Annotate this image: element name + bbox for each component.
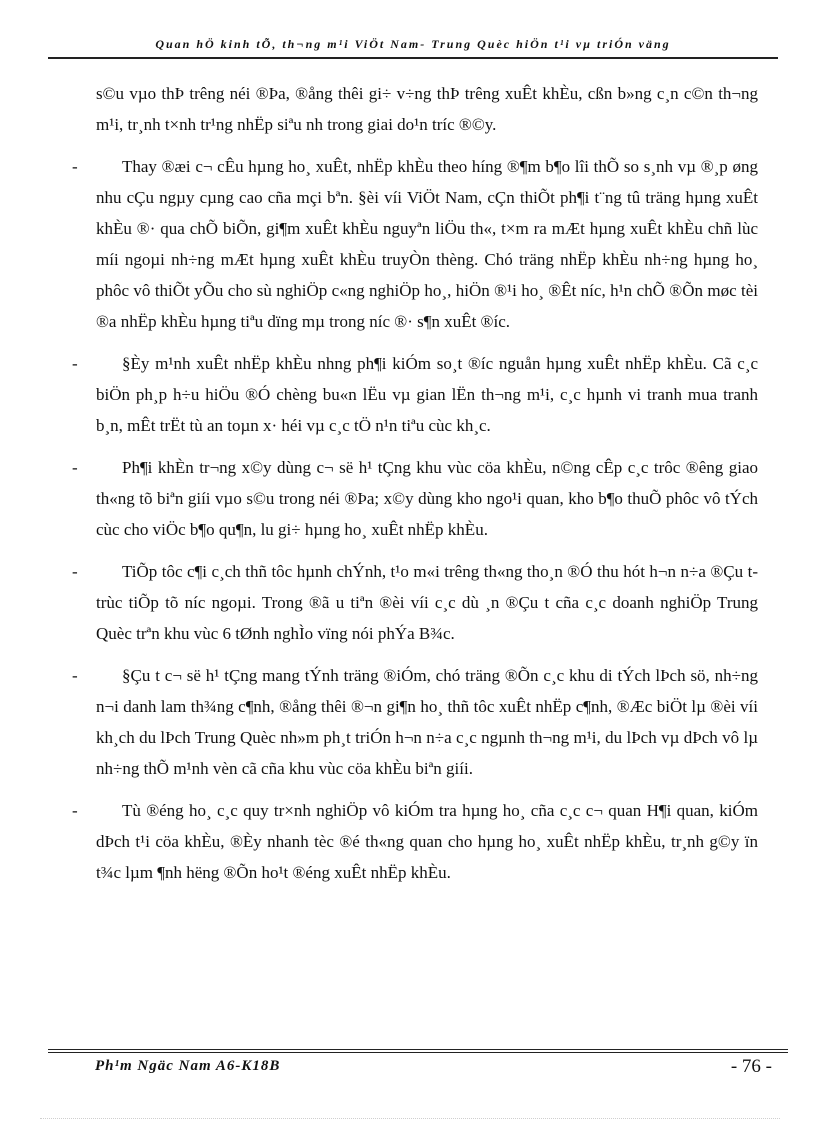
footer-author: Ph¹m Ngäc Nam A6-K18B	[95, 1058, 281, 1074]
bullet-text: §Çu t c¬ së h¹ tÇng mang tÝnh träng ®iÓm, chó träng ®Õn c¸c khu di tÝch lÞch sö, nh÷ng n¬i danh lam th¾ng c¶nh, ®ång thêi ®¬n gi¶n ho¸ thñ tôc xuÊt nhËp c¶nh, ®Æc biÖt lµ ®èi víi kh¸ch du lÞch Trung Quèc nh»m ph¸t triÓn h¬n n÷a c¸c ngµnh th¬ng m¹i, du lÞch vµ dÞch vô lµ nh÷ng thÕ m¹nh vèn cã cña khu vùc cöa khÈu biªn giíi.	[96, 666, 758, 778]
bullet-text: Tù ®éng ho¸ c¸c quy tr×nh nghiÖp vô kiÓm tra hµng ho¸ cña c¸c c¬ quan H¶i quan, kiÓm dÞch t¹i cöa khÈu, ®Èy nhanh tèc ®é th«ng quan cho hµng ho¸ xuÊt nhËp khÈu, tr¸nh g©y ïn t¾c lµm ¶nh hëng ®Õn ho¹t ®éng xuÊt nhËp khÈu.	[96, 801, 758, 882]
bullet-item-6	[48, 795, 758, 888]
bullet-text: Ph¶i khÈn tr¬ng x©y dùng c¬ së h¹ tÇng khu vùc cöa khÈu, n©ng cÊp c¸c trôc ®êng giao th«ng tõ biªn giíi vµo s©u trong néi ®Þa; x©y dùng kho ngo¹i quan, kho b¶o thuÕ phôc vô tÝch cùc cho viÖc b¶o qu¶n, lu gi÷ hµng ho¸ xuÊt nhËp khÈu.	[96, 458, 758, 539]
intro-paragraph: s©u vµo thÞ trêng néi ®Þa, ®ång thêi gi÷ v÷ng thÞ trêng xuÊt khÈu, cßn b»ng c¸n c©n th¬ng m¹i, tr¸nh t×nh tr¹ng nhËp siªu nh trong giai do¹n tríc ®©y.	[96, 84, 758, 134]
bullet-item-2	[48, 348, 758, 441]
bullet-item-4	[48, 556, 758, 649]
footer-rule	[48, 1049, 788, 1050]
bullet-item-3	[48, 452, 758, 545]
bullet-marker: -	[72, 458, 78, 477]
bullet-item-5	[48, 660, 758, 784]
bullet-marker: -	[72, 801, 78, 820]
bullet-text: Thay ®æi c¬ cÊu hµng ho¸ xuÊt, nhËp khÈu theo híng ®¶m b¶o lîi thÕ so s¸nh vµ ®¸p øng nhu cÇu ngµy cµng cao cña mçi bªn. §èi víi ViÖt Nam, cÇn thiÕt ph¶i t¨ng tû träng hµng xuÊt khÈu ®· qua chÕ biÕn, gi¶m xuÊt khÈu nguyªn liÖu th«, t×m ra mÆt hµng xuÊt khÈu chñ lùc míi ngoµi nh÷ng mÆt hµng xuÊt khÈu truyÒn thèng. Chó träng nhËp khÈu nh÷ng hµng ho¸ phôc vô thiÕt yÕu cho sù nghiÖp c«ng nghiÖp ho¸, hiÖn ®¹i ho¸ ®Êt níc, h¹n chÕ ®Õn møc tèi ®a nhËp khÈu hµng tiªu dïng mµ trong níc ®· s¶n xuÊt ®íc.	[96, 157, 758, 331]
bullet-marker: -	[72, 562, 78, 581]
bullet-marker: -	[72, 354, 78, 373]
bullet-marker: -	[72, 666, 78, 685]
header-rule	[48, 57, 778, 59]
footer-rule	[48, 1052, 788, 1053]
bullet-marker: -	[72, 157, 78, 176]
bullet-item-1	[48, 151, 758, 337]
running-header-title: Quan hÖ kinh tÕ, th¬ng m¹i ViÖt Nam- Trung Quèc hiÖn t¹i vµ triÓn väng	[155, 37, 671, 51]
bullet-text: TiÕp tôc c¶i c¸ch thñ tôc hµnh chÝnh, t¹o m«i trêng th«ng tho¸n ®Ó thu hót h¬n n÷a ®Çu t trùc tiÕp tõ níc ngoµi. Trong ®ã u tiªn ®èi víi c¸c dù ¸n ®Çu t cña c¸c doanh nghiÖp Trung Quèc trªn khu vùc 6 tØnh nghÌo vïng nói phÝa B¾c.	[96, 562, 758, 643]
bullet-text: §Èy m¹nh xuÊt nhËp khÈu nhng ph¶i kiÓm so¸t ®íc nguån hµng xuÊt nhËp khÈu. Cã c¸c biÖn ph¸p h÷u hiÖu ®Ó chèng bu«n lËu vµ gian lËn th¬ng m¹i, c¸c hµnh vi tranh mua tranh b¸n, mÊt trËt tù an toµn x· héi vµ c¸c tÖ n¹n tiªu cùc kh¸c.	[96, 354, 758, 435]
body-text	[48, 78, 758, 888]
bottom-dotted-border	[40, 1118, 780, 1119]
page-number: - 76 -	[730, 1056, 772, 1077]
